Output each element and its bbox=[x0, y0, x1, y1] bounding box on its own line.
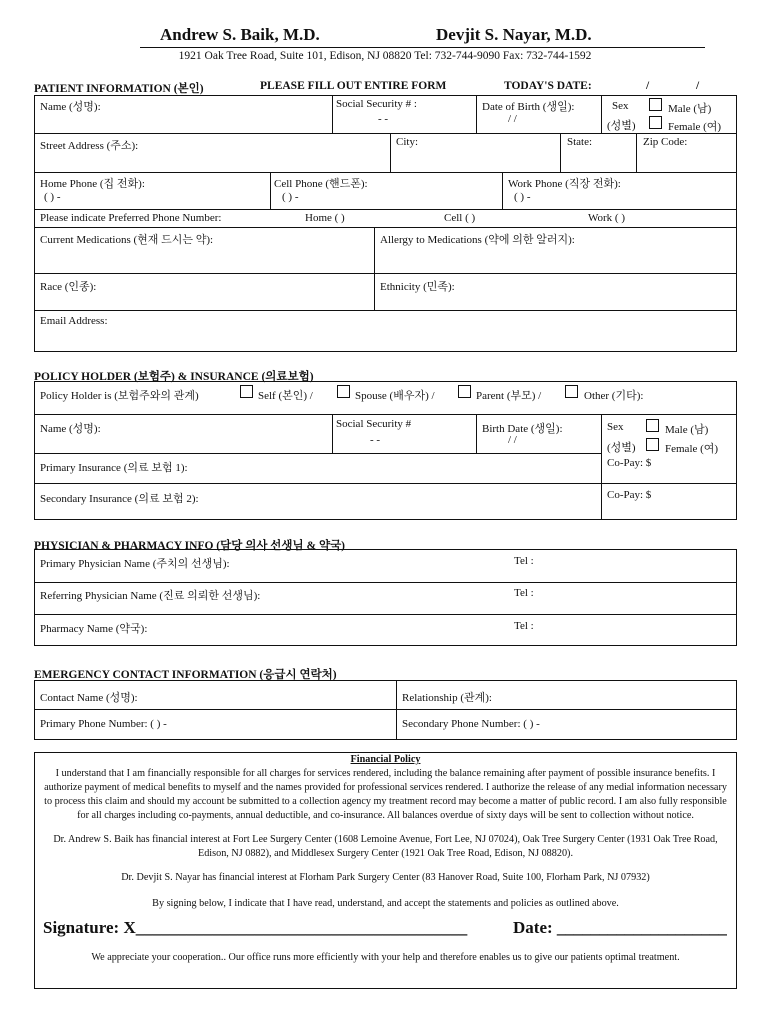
emergency-box bbox=[34, 680, 737, 740]
rule bbox=[502, 172, 503, 209]
preferred-phone-label: Please indicate Preferred Phone Number: bbox=[40, 212, 222, 224]
rule bbox=[270, 172, 271, 209]
insured-male-label: Male (남) bbox=[665, 424, 709, 436]
secondary-insurance-field[interactable]: Secondary Insurance (의료 보험 2): bbox=[40, 493, 199, 505]
header-rule bbox=[140, 47, 705, 48]
primary-physician-field[interactable]: Primary Physician Name (주치의 선생님): bbox=[40, 558, 230, 570]
patient-ssn-format: - - bbox=[378, 113, 389, 125]
work-phone-field[interactable]: Work Phone (직장 전화): bbox=[508, 178, 621, 190]
secondary-phone-field[interactable]: Secondary Phone Number: ( ) - bbox=[402, 718, 540, 730]
relation-other-checkbox[interactable] bbox=[565, 385, 578, 398]
emergency-contact-title: EMERGENCY CONTACT INFORMATION (응급시 연락처) bbox=[34, 669, 337, 681]
patient-sex-label: Sex bbox=[612, 100, 629, 112]
financial-policy-para-4: By signing below, I indicate that I have read, understand, and accept the statements and policies as outlined above. bbox=[152, 898, 619, 909]
zip-code-field[interactable]: Zip Code: bbox=[643, 136, 688, 148]
financial-policy-para-3: Dr. Devjit S. Nayar has financial interest at Florham Park Surgery Center (83 Hanover Road, Suite 100, Florham Park, NJ 07932) bbox=[121, 872, 650, 883]
insured-female-label: Female (여) bbox=[665, 443, 719, 455]
rule bbox=[34, 209, 737, 210]
pharmacy-name-field[interactable]: Pharmacy Name (약국): bbox=[40, 623, 148, 635]
signature-date-line[interactable]: Date: ____________________ bbox=[513, 918, 727, 937]
insured-name-field[interactable]: Name (성명): bbox=[40, 423, 101, 435]
rule bbox=[396, 680, 397, 740]
relation-other-label[interactable]: Other (기타): bbox=[584, 390, 644, 402]
insured-male-checkbox[interactable] bbox=[646, 419, 659, 432]
insured-sex-label: Sex bbox=[607, 421, 624, 433]
rule bbox=[34, 453, 601, 454]
patient-female-checkbox[interactable] bbox=[649, 116, 662, 129]
physician-pharmacy-title: PHYSICIAN & PHARMACY INFO (담당 의사 선생님 & 약국) bbox=[34, 540, 346, 552]
patient-female-label: Female (여) bbox=[668, 121, 722, 133]
policy-holder-title: POLICY HOLDER (보험주) & INSURANCE (의료보험) bbox=[34, 371, 314, 383]
policy-holder-relation-label: Policy Holder is (보험주와의 관계) bbox=[40, 390, 199, 402]
rule bbox=[34, 273, 737, 274]
patient-male-checkbox[interactable] bbox=[649, 98, 662, 111]
patient-name-field[interactable]: Name (성명): bbox=[40, 101, 101, 113]
financial-policy-title: Financial Policy bbox=[350, 754, 421, 765]
patient-dob-field[interactable]: Date of Birth (생일): bbox=[482, 101, 575, 113]
rule bbox=[34, 310, 737, 311]
street-address-field[interactable]: Street Address (주소): bbox=[40, 140, 139, 152]
patient-male-label: Male (남) bbox=[668, 103, 712, 115]
rule bbox=[332, 95, 333, 133]
relation-self-label: Self (본인) / bbox=[258, 390, 313, 402]
home-phone-format: ( ) - bbox=[44, 191, 61, 203]
race-field[interactable]: Race (인종): bbox=[40, 281, 97, 293]
home-phone-field[interactable]: Home Phone (집 전화): bbox=[40, 178, 145, 190]
doctor-name-nayar: Devjit S. Nayar, M.D. bbox=[436, 25, 592, 44]
primary-copay-field[interactable]: Co-Pay: $ bbox=[607, 457, 652, 469]
signature-line[interactable]: Signature: X_______________________________________ bbox=[43, 918, 468, 937]
contact-name-field[interactable]: Contact Name (성명): bbox=[40, 692, 138, 704]
insured-female-checkbox[interactable] bbox=[646, 438, 659, 451]
relation-spouse-label: Spouse (배우자) / bbox=[355, 390, 435, 402]
patient-info-title: PATIENT INFORMATION (본인) bbox=[34, 83, 204, 95]
rule bbox=[34, 133, 737, 134]
current-medications-field[interactable]: Current Medications (현재 드시는 약): bbox=[40, 234, 214, 246]
todays-date-slash-1: / bbox=[646, 80, 650, 92]
preferred-work-option[interactable]: Work ( ) bbox=[588, 212, 625, 224]
insured-ssn-format: - - bbox=[370, 434, 381, 446]
financial-policy-footer: We appreciate your cooperation.. Our office runs more efficiently with your help and therefore enables us to give our patients optimal treatment. bbox=[91, 952, 680, 963]
insured-birth-date-format: / / bbox=[508, 434, 517, 446]
city-field[interactable]: City: bbox=[396, 136, 419, 148]
insured-sex-kr-label: (성별) bbox=[607, 442, 636, 454]
primary-phone-field[interactable]: Primary Phone Number: ( ) - bbox=[40, 718, 167, 730]
primary-physician-tel-field[interactable]: Tel : bbox=[514, 555, 534, 567]
todays-date-slash-2: / bbox=[696, 80, 700, 92]
allergy-field[interactable]: Allergy to Medications (약에 의한 알러지): bbox=[380, 234, 575, 246]
rule bbox=[476, 414, 477, 453]
referring-physician-tel-field[interactable]: Tel : bbox=[514, 587, 534, 599]
rule bbox=[34, 414, 737, 415]
email-field[interactable]: Email Address: bbox=[40, 315, 108, 327]
patient-ssn-field[interactable]: Social Security # : bbox=[336, 98, 417, 110]
rule bbox=[390, 133, 391, 172]
relation-self-checkbox[interactable] bbox=[240, 385, 253, 398]
doctor-name-baik: Andrew S. Baik, M.D. bbox=[160, 25, 320, 44]
financial-policy-para-1: I understand that I am financially responsible for all charges for services rendered, including the balance remaining after payment of possible insurance benefits. I authorize payment of medical benefits to myself and the names provided for professional services rendered. I authorize the release of any medial information necessary to process this claim and should my account be submitted to a collection agency my treatment record may become a matter of public record. I am also fully responsible for all charges including co-payments, annual deductible, and co-insurance. All balances overdue of sixty days will be sent to collection without notice. bbox=[44, 768, 727, 821]
pharmacy-tel-field[interactable]: Tel : bbox=[514, 620, 534, 632]
rule bbox=[476, 95, 477, 133]
insured-ssn-field[interactable]: Social Security # bbox=[336, 418, 412, 430]
rule bbox=[34, 227, 737, 228]
rule bbox=[601, 414, 602, 520]
preferred-cell-option[interactable]: Cell ( ) bbox=[444, 212, 476, 224]
financial-policy-para-2: Dr. Andrew S. Baik has financial interest at Fort Lee Surgery Center (1608 Lemoine Avenue, Fort Lee, NJ 07024), Oak Tree Surgery Center (1931 Oak Tree Road, Edison, NJ 0882), and Middlesex Surgery Center (1921 Oak Tree Road, Edison, NJ 08820). bbox=[53, 834, 718, 859]
fill-notice: PLEASE FILL OUT ENTIRE FORM bbox=[260, 80, 447, 92]
cell-phone-field[interactable]: Cell Phone (핸드폰): bbox=[274, 178, 368, 190]
relationship-field[interactable]: Relationship (관계): bbox=[402, 692, 492, 704]
practice-address: 1921 Oak Tree Road, Suite 101, Edison, NJ 08820 Tel: 732-744-9090 Fax: 732-744-1592 bbox=[178, 50, 592, 62]
rule bbox=[636, 133, 637, 172]
state-field[interactable]: State: bbox=[567, 136, 593, 148]
financial-policy-box bbox=[34, 752, 737, 989]
ethnicity-field[interactable]: Ethnicity (민족): bbox=[380, 281, 455, 293]
todays-date-label: TODAY'S DATE: bbox=[504, 80, 592, 92]
rule bbox=[601, 95, 602, 133]
work-phone-format: ( ) - bbox=[514, 191, 531, 203]
referring-physician-field[interactable]: Referring Physician Name (진료 의뢰한 선생님): bbox=[40, 590, 261, 602]
insured-birth-date-field[interactable]: Birth Date (생일): bbox=[482, 423, 563, 435]
relation-spouse-checkbox[interactable] bbox=[337, 385, 350, 398]
relation-parent-label: Parent (부모) / bbox=[476, 390, 542, 402]
rule bbox=[34, 614, 737, 615]
relation-parent-checkbox[interactable] bbox=[458, 385, 471, 398]
rule bbox=[34, 483, 737, 484]
rule bbox=[560, 133, 561, 172]
secondary-copay-field[interactable]: Co-Pay: $ bbox=[607, 489, 652, 501]
rule bbox=[332, 414, 333, 453]
patient-sex-kr-label: (성별) bbox=[607, 120, 636, 132]
rule bbox=[374, 227, 375, 310]
patient-dob-format: / / bbox=[508, 113, 517, 125]
rule bbox=[34, 582, 737, 583]
preferred-home-option[interactable]: Home ( ) bbox=[305, 212, 345, 224]
rule bbox=[34, 172, 737, 173]
cell-phone-format: ( ) - bbox=[282, 191, 299, 203]
rule bbox=[34, 709, 737, 710]
primary-insurance-field[interactable]: Primary Insurance (의료 보험 1): bbox=[40, 462, 188, 474]
